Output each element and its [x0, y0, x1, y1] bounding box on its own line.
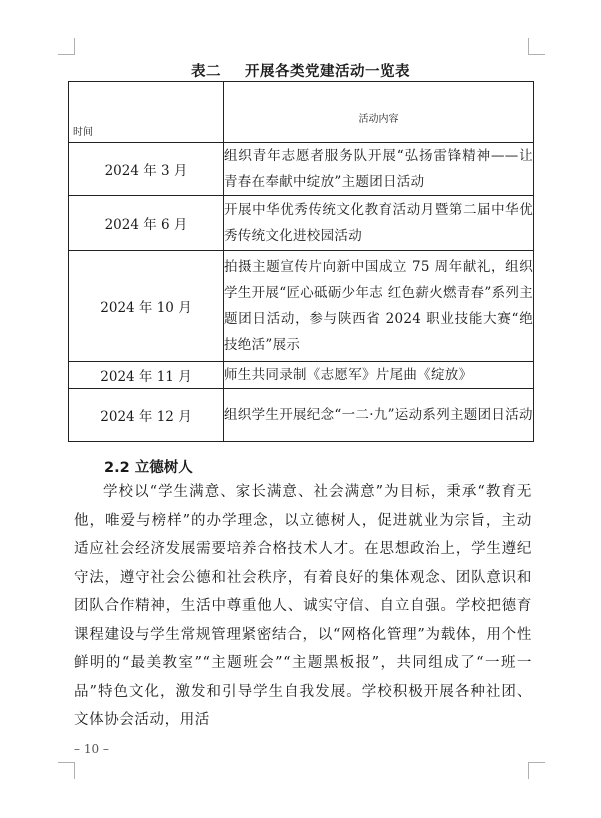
row-content: 师生共同录制《志愿军》片尾曲《绽放》 — [224, 362, 534, 389]
crop-mark-bottom-right — [528, 762, 545, 779]
row-date: 2024 年 3 月 — [69, 143, 224, 196]
table-row — [69, 389, 534, 442]
row-content: 开展中华优秀传统文化教育活动月暨第二届中华优秀传统文化进校园活动 — [224, 196, 534, 251]
activities-table — [68, 81, 534, 442]
row-date: 2024 年 6 月 — [69, 196, 224, 251]
table-row — [69, 143, 534, 196]
table-title-label: 表二 — [191, 64, 221, 80]
header-time-cell — [69, 82, 224, 143]
crop-mark-top-right — [528, 38, 545, 55]
row-date: 2024 年 11 月 — [69, 362, 224, 389]
table-row — [69, 196, 534, 251]
header-content: 活动内容 — [358, 114, 399, 125]
row-content: 组织青年志愿者服务队开展“弘扬雷锋精神——让青春在奉献中绽放”主题团日活动 — [224, 143, 534, 196]
header-content-cell — [224, 82, 534, 143]
table-title-text: 开展各类党建活动一览表 — [245, 64, 410, 80]
table-row — [69, 251, 534, 362]
row-date: 2024 年 10 月 — [69, 251, 224, 362]
page-number: – 10 – — [74, 742, 109, 756]
header-time: 时间 — [73, 127, 93, 138]
body-paragraph: 学校以“学生满意、家长满意、社会满意”为目标，秉承“教育无他，唯爱与榜样”的办学理念，以立德树人，促进就业为宗旨，主动适应社会经济发展需要培养合格技术人才。在思想政治上，学生遵纪守法，遵守社会公德和社会秩序，有着良好的集体观念、团队意识和团队合作精神，生活中尊重他人、诚实守信、自立自强。学校把德育课程建设与学生常规管理紧密结合，以“网格化管理”为载体，用个性鲜明的“最美教室”“主题班会”“主题黑板报”，共同组成了“一班一品”特色文化，激发和引导学生自我发展。学校积极开展各种社团、文体协会活动，用活 — [74, 484, 532, 728]
section-heading: 2.2 立德树人 — [104, 460, 193, 476]
row-content: 拍摄主题宣传片向新中国成立 75 周年献礼，组织学生开展“匠心砥砺少年志 红色薪火燃青春”系列主题团日活动，参与陕西省 2024 职业技能大赛“绝技绝活”展示 — [224, 251, 534, 362]
crop-mark-top-left — [58, 38, 75, 55]
row-content: 组织学生开展纪念“一二·九”运动系列主题团日活动 — [224, 389, 534, 442]
crop-mark-bottom-left — [58, 762, 75, 779]
table-row — [69, 362, 534, 389]
row-date: 2024 年 12 月 — [69, 389, 224, 442]
table-header-row — [69, 82, 534, 143]
table-title — [0, 60, 601, 81]
